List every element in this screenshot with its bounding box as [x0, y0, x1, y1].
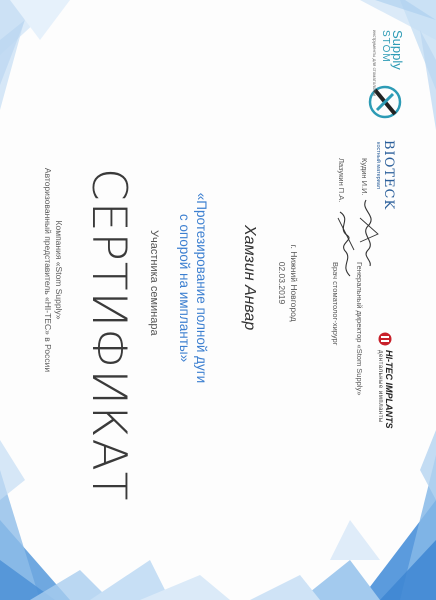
- seminar-topic: [176, 158, 210, 418]
- stom-supply-mark-icon: [365, 82, 405, 122]
- company-line-1: Компания «Stom Supply»: [54, 220, 64, 320]
- date: 02.03.2019: [277, 261, 287, 305]
- signature-1: [334, 210, 356, 280]
- participant-name: Хамзин Анвар: [241, 225, 258, 331]
- hitec-mark-icon: [378, 332, 392, 346]
- topic-line-2: с опорой на импланты»: [177, 213, 192, 363]
- certificate-title: СЕРТИФИКАТ: [81, 168, 136, 502]
- company-info: [42, 150, 64, 390]
- signer-2-role: Генеральный директор «Stom Supply»: [355, 262, 364, 396]
- signer-1-role: Врач стоматолог-хирург: [331, 262, 340, 346]
- signer-2-name: Кудин И.И.: [360, 158, 369, 196]
- bioteck-tagline: костный материал: [375, 142, 381, 190]
- hitec-tagline: дентальные импланты: [377, 350, 383, 423]
- stom-supply-tagline: инструменты для стоматологии: [372, 30, 377, 97]
- signature-2: [358, 198, 380, 268]
- topic-line-1: «Протезирование полной дуги: [194, 192, 209, 384]
- bioteck-name: BIOTECK: [381, 140, 396, 211]
- city: г. Нижний Новгород: [289, 244, 299, 322]
- signer-1-name: Лазукин П.А.: [337, 158, 346, 203]
- company-line-2: Авторизованный представитель «HI-TEC» в России: [43, 167, 53, 373]
- participant-label: Участника семинара: [148, 230, 160, 336]
- stom-supply-name-1: STOM: [380, 30, 391, 63]
- city-date: [276, 223, 300, 343]
- stom-supply-name-2: Supply: [390, 30, 405, 70]
- hitec-name: HI-TEC IMPLANTS: [384, 350, 394, 429]
